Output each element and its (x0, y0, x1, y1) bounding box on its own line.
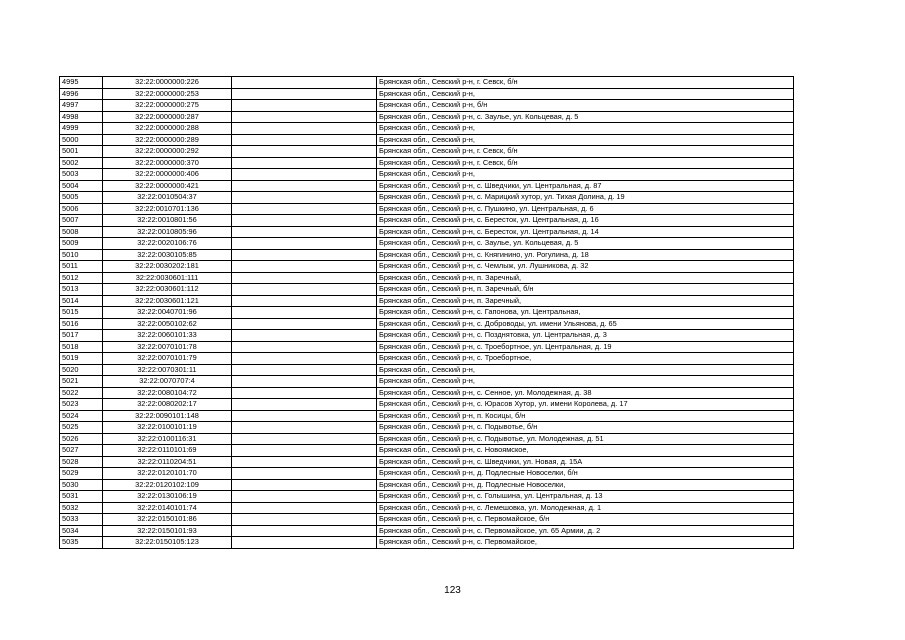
address-cell: Брянская обл., Севский р-н, с. Первомайское, ул. 65 Армии, д. 2 (377, 525, 794, 537)
empty-cell (232, 422, 377, 434)
table-row (60, 215, 794, 227)
address-cell: Брянская обл., Севский р-н, с. Заулье, ул. Кольцевая, д. 5 (377, 111, 794, 123)
table-row (60, 537, 794, 549)
row-number-cell: 4999 (60, 123, 103, 135)
address-cell: Брянская обл., Севский р-н, с. Бересток, ул. Центральная, д. 16 (377, 215, 794, 227)
cadastral-number-cell: 32:22:0080104:72 (103, 387, 232, 399)
row-number-cell: 5000 (60, 134, 103, 146)
cadastral-number-cell: 32:22:0030601:121 (103, 295, 232, 307)
cadastral-number-cell: 32:22:0100116:31 (103, 433, 232, 445)
address-cell: Брянская обл., Севский р-н, с. Позднятовка, ул. Центральная, д. 3 (377, 330, 794, 342)
address-cell: Брянская обл., Севский р-н, с. Подывотье, ул. Молодежная, д. 51 (377, 433, 794, 445)
row-number-cell: 5009 (60, 238, 103, 250)
address-cell: Брянская обл., Севский р-н, (377, 376, 794, 388)
address-cell: Брянская обл., Севский р-н, п. Заречный, (377, 272, 794, 284)
address-cell: Брянская обл., Севский р-н, с. Княгинино, ул. Рогулина, д. 18 (377, 249, 794, 261)
row-number-cell: 5002 (60, 157, 103, 169)
address-cell: Брянская обл., Севский р-н, с. Доброводы, ул. имени Ульянова, д. 65 (377, 318, 794, 330)
table-row (60, 169, 794, 181)
address-cell: Брянская обл., Севский р-н, с. Новоямское, (377, 445, 794, 457)
address-cell: Брянская обл., Севский р-н, (377, 169, 794, 181)
empty-cell (232, 399, 377, 411)
table-row (60, 422, 794, 434)
cadastral-number-cell: 32:22:0070707:4 (103, 376, 232, 388)
empty-cell (232, 479, 377, 491)
property-table (59, 76, 794, 549)
address-cell: Брянская обл., Севский р-н, г. Севск, б/н (377, 77, 794, 89)
row-number-cell: 5034 (60, 525, 103, 537)
address-cell: Брянская обл., Севский р-н, с. Шведчики, ул. Новая, д. 15А (377, 456, 794, 468)
empty-cell (232, 456, 377, 468)
row-number-cell: 5008 (60, 226, 103, 238)
empty-cell (232, 215, 377, 227)
empty-cell (232, 249, 377, 261)
cadastral-number-cell: 32:22:0000000:292 (103, 146, 232, 158)
row-number-cell: 4996 (60, 88, 103, 100)
empty-cell (232, 445, 377, 457)
row-number-cell: 5032 (60, 502, 103, 514)
empty-cell (232, 537, 377, 549)
row-number-cell: 5018 (60, 341, 103, 353)
address-cell: Брянская обл., Севский р-н, с. Гапонова, ул. Центральная, (377, 307, 794, 319)
address-cell: Брянская обл., Севский р-н, (377, 134, 794, 146)
row-number-cell: 5027 (60, 445, 103, 457)
empty-cell (232, 169, 377, 181)
empty-cell (232, 341, 377, 353)
table-row (60, 330, 794, 342)
cadastral-number-cell: 32:22:0000000:406 (103, 169, 232, 181)
table-row (60, 100, 794, 112)
cadastral-number-cell: 32:22:0080202:17 (103, 399, 232, 411)
table-row (60, 249, 794, 261)
row-number-cell: 5033 (60, 514, 103, 526)
table-row (60, 341, 794, 353)
table-row (60, 353, 794, 365)
table-row (60, 238, 794, 250)
table-row (60, 387, 794, 399)
cadastral-number-cell: 32:22:0000000:275 (103, 100, 232, 112)
empty-cell (232, 525, 377, 537)
cadastral-number-cell: 32:22:0000000:288 (103, 123, 232, 135)
row-number-cell: 5013 (60, 284, 103, 296)
table-row (60, 111, 794, 123)
cadastral-number-cell: 32:22:0120102:109 (103, 479, 232, 491)
empty-cell (232, 433, 377, 445)
table-row (60, 295, 794, 307)
cadastral-number-cell: 32:22:0110101:69 (103, 445, 232, 457)
table-row (60, 192, 794, 204)
table-row (60, 203, 794, 215)
address-cell: Брянская обл., Севский р-н, (377, 88, 794, 100)
cadastral-number-cell: 32:22:0050102:62 (103, 318, 232, 330)
address-cell: Брянская обл., Севский р-н, с. Первомайское, (377, 537, 794, 549)
empty-cell (232, 468, 377, 480)
cadastral-number-cell: 32:22:0030601:111 (103, 272, 232, 284)
address-cell: Брянская обл., Севский р-н, с. Сенное, ул. Молодежная, д. 38 (377, 387, 794, 399)
empty-cell (232, 491, 377, 503)
address-cell: Брянская обл., Севский р-н, (377, 364, 794, 376)
address-cell: Брянская обл., Севский р-н, б/н (377, 100, 794, 112)
row-number-cell: 5031 (60, 491, 103, 503)
address-cell: Брянская обл., Севский р-н, д. Подлесные Новоселки, (377, 479, 794, 491)
row-number-cell: 5010 (60, 249, 103, 261)
empty-cell (232, 410, 377, 422)
cadastral-number-cell: 32:22:0090101:148 (103, 410, 232, 422)
table-row (60, 399, 794, 411)
empty-cell (232, 330, 377, 342)
row-number-cell: 5024 (60, 410, 103, 422)
page-number: 123 (444, 585, 461, 596)
row-number-cell: 5026 (60, 433, 103, 445)
empty-cell (232, 203, 377, 215)
table-row (60, 318, 794, 330)
address-cell: Брянская обл., Севский р-н, п. Заречный, б/н (377, 284, 794, 296)
cadastral-number-cell: 32:22:0000000:287 (103, 111, 232, 123)
cadastral-number-cell: 32:22:0010504:37 (103, 192, 232, 204)
cadastral-number-cell: 32:22:0000000:289 (103, 134, 232, 146)
row-number-cell: 4998 (60, 111, 103, 123)
address-cell: Брянская обл., Севский р-н, г. Севск, б/н (377, 157, 794, 169)
address-cell: Брянская обл., Севский р-н, с. Чемлыж, ул. Лушникова, д. 32 (377, 261, 794, 273)
row-number-cell: 5022 (60, 387, 103, 399)
empty-cell (232, 157, 377, 169)
empty-cell (232, 134, 377, 146)
address-cell: Брянская обл., Севский р-н, с. Троебортное, (377, 353, 794, 365)
empty-cell (232, 226, 377, 238)
table-row (60, 180, 794, 192)
row-number-cell: 5028 (60, 456, 103, 468)
row-number-cell: 5017 (60, 330, 103, 342)
cadastral-number-cell: 32:22:0000000:226 (103, 77, 232, 89)
property-table-body (60, 77, 794, 549)
empty-cell (232, 192, 377, 204)
table-row (60, 468, 794, 480)
empty-cell (232, 180, 377, 192)
row-number-cell: 5023 (60, 399, 103, 411)
table-row (60, 479, 794, 491)
table-row (60, 376, 794, 388)
empty-cell (232, 318, 377, 330)
address-cell: Брянская обл., Севский р-н, (377, 123, 794, 135)
address-cell: Брянская обл., Севский р-н, с. Юрасов Хутор, ул. имени Королева, д. 17 (377, 399, 794, 411)
cadastral-number-cell: 32:22:0110204:51 (103, 456, 232, 468)
address-cell: Брянская обл., Севский р-н, с. Марицкий хутор, ул. Тихая Долина, д. 19 (377, 192, 794, 204)
address-cell: Брянская обл., Севский р-н, с. Подывотье, б/н (377, 422, 794, 434)
table-row (60, 272, 794, 284)
address-cell: Брянская обл., Севский р-н, с. Голышина, ул. Центральная, д. 13 (377, 491, 794, 503)
empty-cell (232, 353, 377, 365)
empty-cell (232, 376, 377, 388)
cadastral-number-cell: 32:22:0030105:85 (103, 249, 232, 261)
cadastral-number-cell: 32:22:0070301:11 (103, 364, 232, 376)
cadastral-number-cell: 32:22:0030202:181 (103, 261, 232, 273)
empty-cell (232, 364, 377, 376)
empty-cell (232, 100, 377, 112)
row-number-cell: 5020 (60, 364, 103, 376)
empty-cell (232, 502, 377, 514)
row-number-cell: 4995 (60, 77, 103, 89)
cadastral-number-cell: 32:22:0070101:79 (103, 353, 232, 365)
row-number-cell: 4997 (60, 100, 103, 112)
empty-cell (232, 387, 377, 399)
table-row (60, 284, 794, 296)
empty-cell (232, 272, 377, 284)
empty-cell (232, 284, 377, 296)
table-row (60, 514, 794, 526)
row-number-cell: 5001 (60, 146, 103, 158)
cadastral-number-cell: 32:22:0030601:112 (103, 284, 232, 296)
row-number-cell: 5003 (60, 169, 103, 181)
table-row (60, 364, 794, 376)
row-number-cell: 5011 (60, 261, 103, 273)
address-cell: Брянская обл., Севский р-н, с. Бересток, ул. Центральная, д. 14 (377, 226, 794, 238)
row-number-cell: 5019 (60, 353, 103, 365)
cadastral-number-cell: 32:22:0000000:421 (103, 180, 232, 192)
table-row (60, 157, 794, 169)
table-row (60, 261, 794, 273)
address-cell: Брянская обл., Севский р-н, с. Лемешовка, ул. Молодежная, д. 1 (377, 502, 794, 514)
table-row (60, 525, 794, 537)
row-number-cell: 5004 (60, 180, 103, 192)
address-cell: Брянская обл., Севский р-н, с. Троебортное, ул. Центральная, д. 19 (377, 341, 794, 353)
cadastral-number-cell: 32:22:0060101:33 (103, 330, 232, 342)
table-row (60, 307, 794, 319)
row-number-cell: 5035 (60, 537, 103, 549)
address-cell: Брянская обл., Севский р-н, с. Пушкино, ул. Центральная, д. 6 (377, 203, 794, 215)
cadastral-number-cell: 32:22:0010805:96 (103, 226, 232, 238)
cadastral-number-cell: 32:22:0150101:93 (103, 525, 232, 537)
empty-cell (232, 514, 377, 526)
table-row (60, 123, 794, 135)
table-row (60, 445, 794, 457)
cadastral-number-cell: 32:22:0140101:74 (103, 502, 232, 514)
address-cell: Брянская обл., Севский р-н, п. Косицы, б/н (377, 410, 794, 422)
empty-cell (232, 261, 377, 273)
table-row (60, 146, 794, 158)
cadastral-number-cell: 32:22:0040701:96 (103, 307, 232, 319)
table-row (60, 410, 794, 422)
cadastral-number-cell: 32:22:0100101:19 (103, 422, 232, 434)
table-row (60, 226, 794, 238)
row-number-cell: 5030 (60, 479, 103, 491)
table-row (60, 134, 794, 146)
row-number-cell: 5016 (60, 318, 103, 330)
empty-cell (232, 238, 377, 250)
row-number-cell: 5014 (60, 295, 103, 307)
empty-cell (232, 111, 377, 123)
cadastral-number-cell: 32:22:0120101:70 (103, 468, 232, 480)
row-number-cell: 5005 (60, 192, 103, 204)
address-cell: Брянская обл., Севский р-н, с. Заулье, ул. Кольцевая, д. 5 (377, 238, 794, 250)
cadastral-number-cell: 32:22:0150105:123 (103, 537, 232, 549)
address-cell: Брянская обл., Севский р-н, г. Севск, б/н (377, 146, 794, 158)
address-cell: Брянская обл., Севский р-н, д. Подлесные Новоселки, б/н (377, 468, 794, 480)
row-number-cell: 5021 (60, 376, 103, 388)
cadastral-number-cell: 32:22:0010801:56 (103, 215, 232, 227)
empty-cell (232, 88, 377, 100)
cadastral-number-cell: 32:22:0070101:78 (103, 341, 232, 353)
table-row (60, 456, 794, 468)
address-cell: Брянская обл., Севский р-н, п. Заречный, (377, 295, 794, 307)
empty-cell (232, 295, 377, 307)
cadastral-number-cell: 32:22:0130106:19 (103, 491, 232, 503)
cadastral-number-cell: 32:22:0010701:136 (103, 203, 232, 215)
empty-cell (232, 123, 377, 135)
table-row (60, 502, 794, 514)
empty-cell (232, 307, 377, 319)
table-row (60, 77, 794, 89)
address-cell: Брянская обл., Севский р-н, с. Шведчики, ул. Центральная, д. 87 (377, 180, 794, 192)
empty-cell (232, 77, 377, 89)
cadastral-number-cell: 32:22:0020106:76 (103, 238, 232, 250)
cadastral-number-cell: 32:22:0150101:86 (103, 514, 232, 526)
cadastral-number-cell: 32:22:0000000:370 (103, 157, 232, 169)
table-row (60, 88, 794, 100)
cadastral-number-cell: 32:22:0000000:253 (103, 88, 232, 100)
row-number-cell: 5006 (60, 203, 103, 215)
address-cell: Брянская обл., Севский р-н, с. Первомайское, б/н (377, 514, 794, 526)
row-number-cell: 5029 (60, 468, 103, 480)
row-number-cell: 5015 (60, 307, 103, 319)
table-row (60, 433, 794, 445)
row-number-cell: 5007 (60, 215, 103, 227)
row-number-cell: 5025 (60, 422, 103, 434)
empty-cell (232, 146, 377, 158)
row-number-cell: 5012 (60, 272, 103, 284)
table-row (60, 491, 794, 503)
